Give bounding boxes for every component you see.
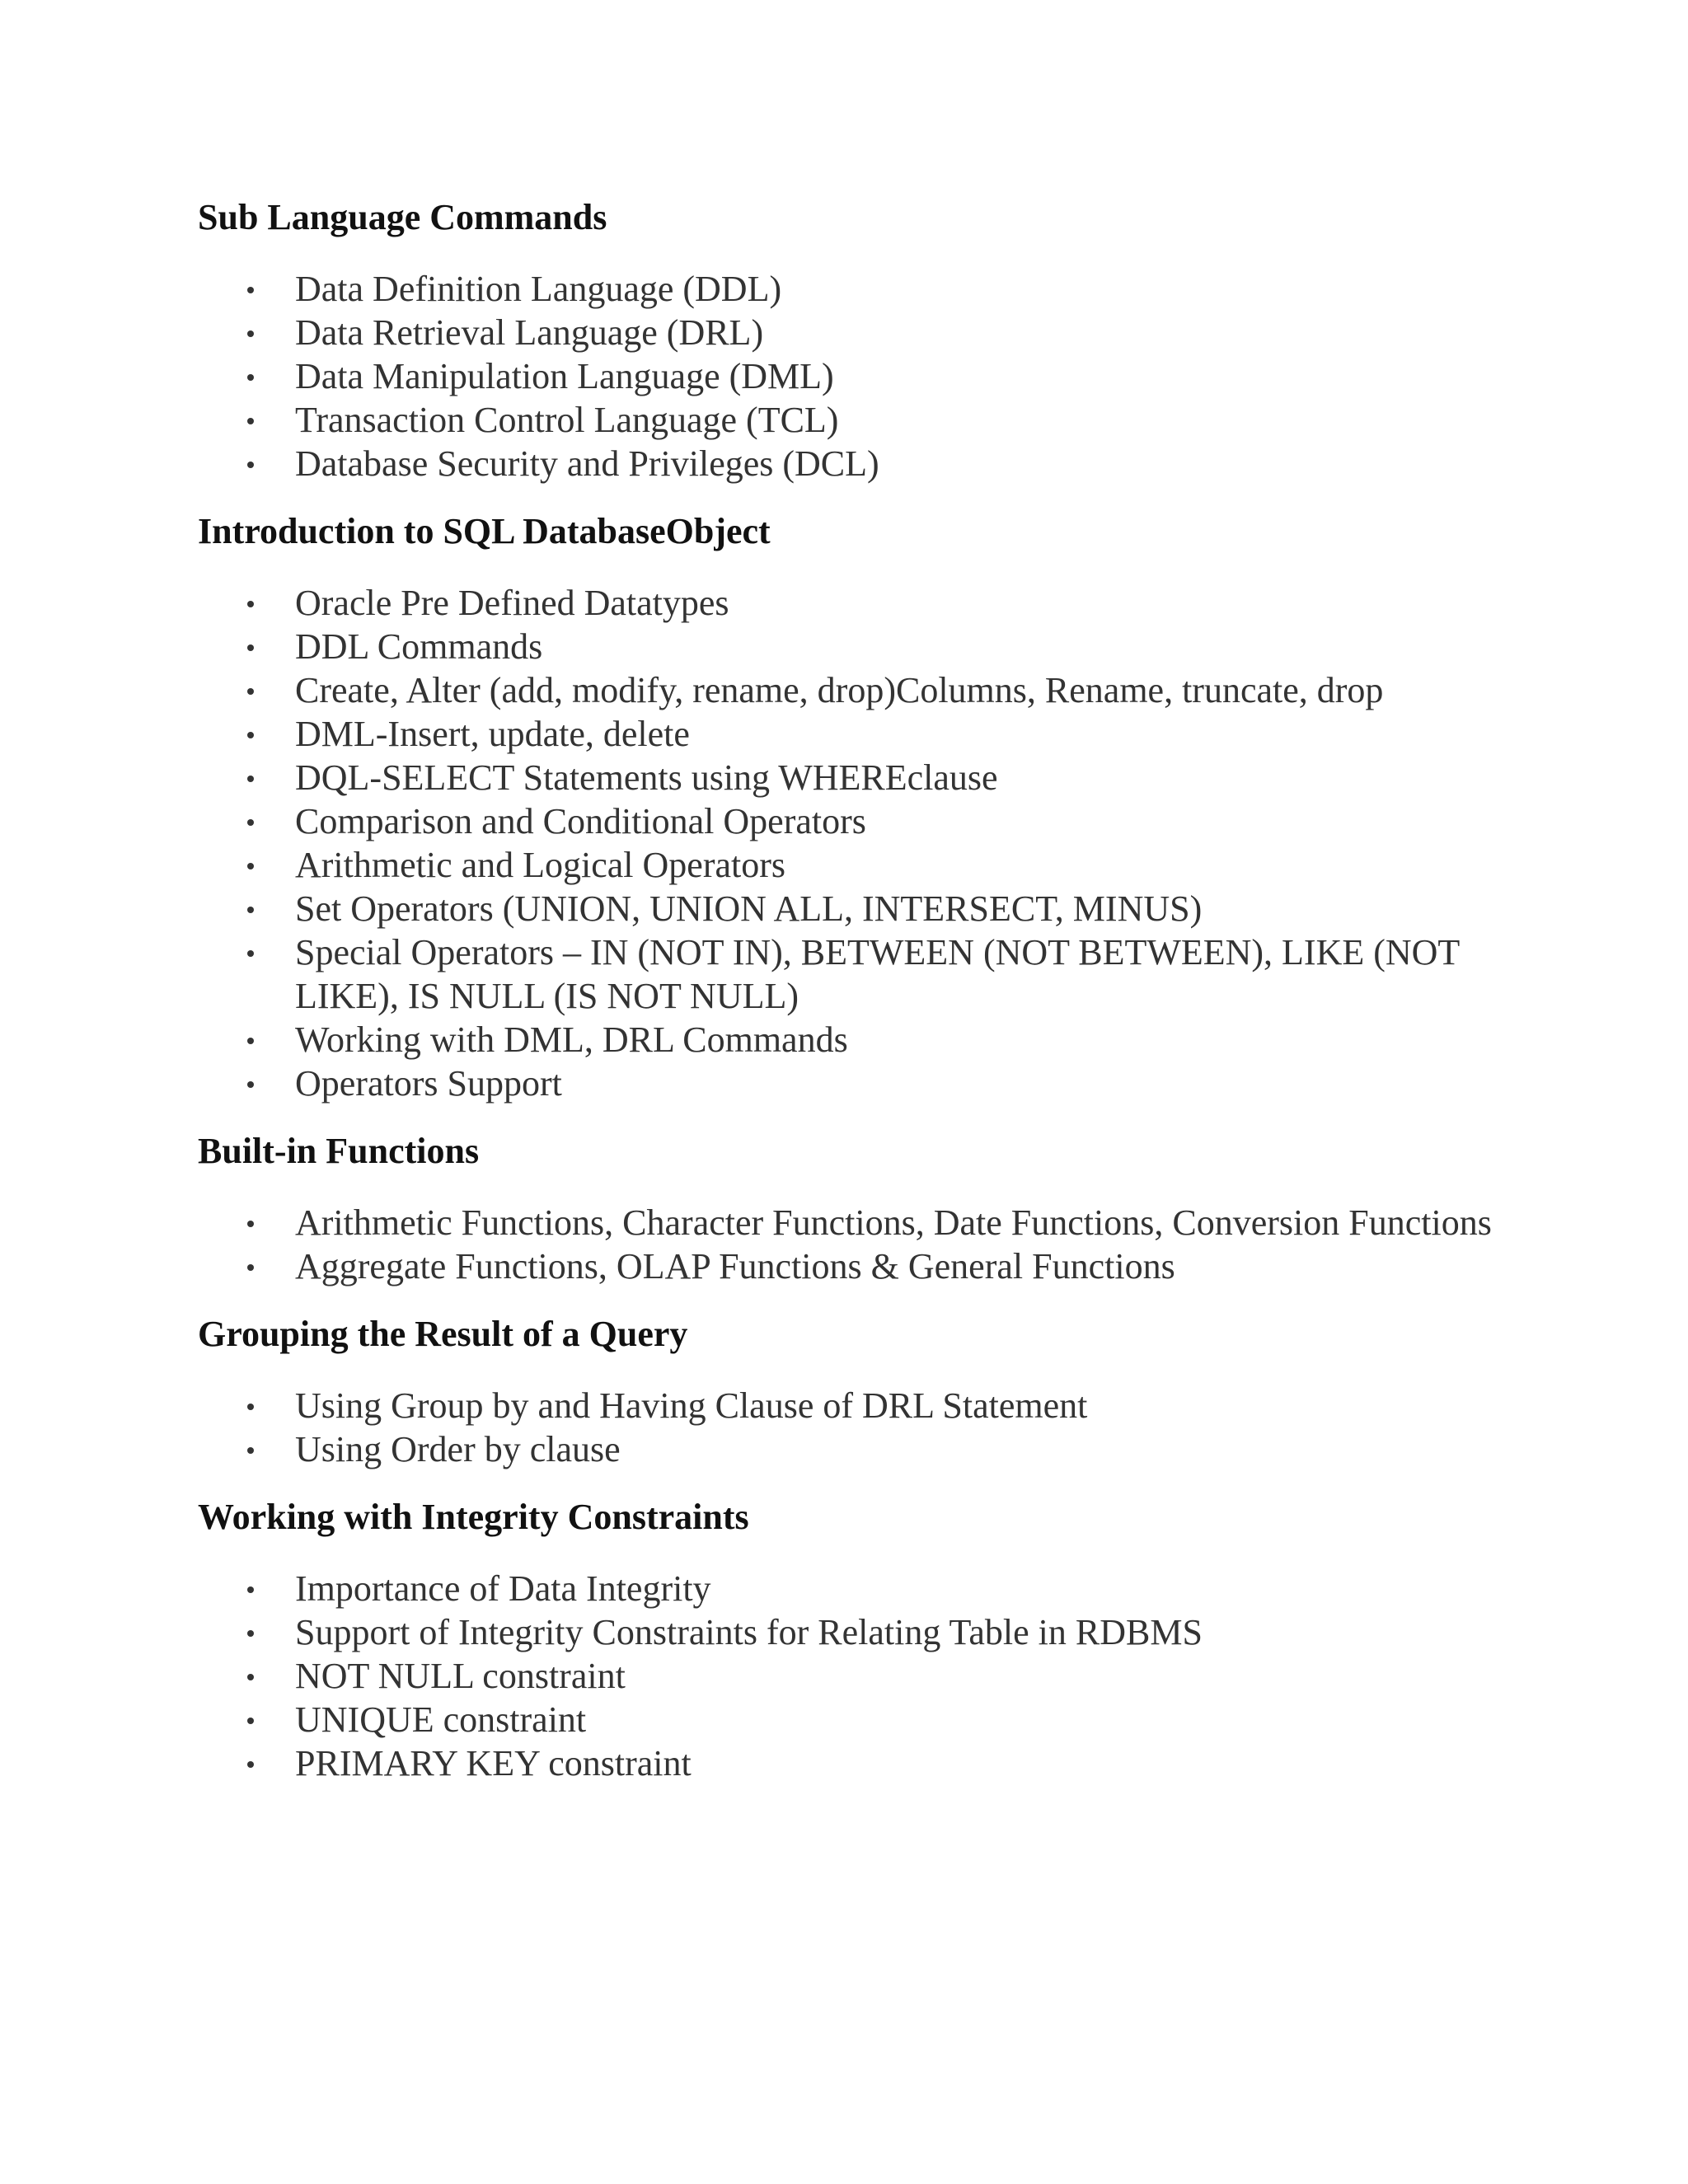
bullet-icon: [247, 776, 254, 782]
bullet-icon: [247, 462, 254, 468]
document-content: [198, 196, 1517, 1785]
list-item-text: Comparison and Conditional Operators: [295, 801, 866, 841]
bullet-icon: [247, 1264, 254, 1271]
bullet-icon: [247, 330, 254, 337]
list-item-text: Working with DML, DRL Commands: [295, 1019, 848, 1060]
list-item: [198, 1062, 1517, 1105]
list-item-text: Importance of Data Integrity: [295, 1568, 711, 1609]
bullet-icon: [247, 601, 254, 607]
list-item-text: Data Retrieval Language (DRL): [295, 312, 764, 353]
list-item-text: DQL-SELECT Statements using WHEREclause: [295, 757, 998, 798]
section-sub-language-commands: [198, 196, 1517, 485]
list-item-text: Data Definition Language (DDL): [295, 269, 782, 309]
section-introduction-to-sql: [198, 510, 1517, 1105]
bullet-icon: [247, 1630, 254, 1637]
list-item: [198, 843, 1517, 887]
section-built-in-functions: [198, 1130, 1517, 1288]
section-heading: Built-in Functions: [198, 1131, 480, 1171]
list-item-text: NOT NULL constraint: [295, 1656, 626, 1696]
section-heading: Working with Integrity Constraints: [198, 1497, 749, 1537]
list-item: [198, 267, 1517, 311]
section-heading: Grouping the Result of a Query: [198, 1314, 688, 1354]
list-item-text: Special Operators – IN (NOT IN), BETWEEN (NOT BETWEEN), LIKE (NOT LIKE), IS NULL (IS NOT NULL): [295, 932, 1460, 1016]
list-item: [198, 712, 1517, 756]
bullet-icon: [247, 374, 254, 381]
bullet-icon: [247, 1221, 254, 1227]
section-integrity-constraints: [198, 1496, 1517, 1785]
list-item: [198, 1741, 1517, 1785]
list-item-text: UNIQUE constraint: [295, 1699, 587, 1740]
bullet-icon: [247, 907, 254, 913]
list-item-text: Database Security and Privileges (DCL): [295, 443, 879, 484]
list-item: [198, 398, 1517, 442]
bullet-icon: [247, 1081, 254, 1088]
bullet-icon: [247, 863, 254, 869]
list-item-text: Using Order by clause: [295, 1429, 621, 1469]
bullet-icon: [247, 819, 254, 826]
bullet-icon: [247, 1586, 254, 1593]
list-item-text: Data Manipulation Language (DML): [295, 356, 834, 396]
list-item-text: Oracle Pre Defined Datatypes: [295, 583, 729, 623]
list-item: [198, 887, 1517, 930]
bullet-icon: [247, 1718, 254, 1724]
bullet-list: [198, 267, 1517, 485]
list-item-text: DML-Insert, update, delete: [295, 714, 690, 754]
list-item-text: Create, Alter (add, modify, rename, drop)Columns, Rename, truncate, drop: [295, 670, 1384, 710]
bullet-list: [198, 1384, 1517, 1471]
bullet-icon: [247, 644, 254, 651]
list-item-text: Support of Integrity Constraints for Relating Table in RDBMS: [295, 1612, 1203, 1652]
list-item: [198, 668, 1517, 712]
bullet-icon: [247, 1038, 254, 1044]
bullet-icon: [247, 688, 254, 695]
list-item: [198, 581, 1517, 625]
list-item: [198, 1610, 1517, 1654]
list-item: [198, 354, 1517, 398]
section-heading: Introduction to SQL DatabaseObject: [198, 511, 771, 551]
list-item: [198, 1427, 1517, 1471]
list-item: [198, 442, 1517, 485]
list-item-text: DDL Commands: [295, 626, 543, 667]
bullet-list: [198, 1567, 1517, 1785]
list-item: [198, 1654, 1517, 1698]
list-item: [198, 1384, 1517, 1427]
list-item-text: Transaction Control Language (TCL): [295, 400, 839, 440]
list-item-text: Operators Support: [295, 1063, 562, 1104]
section-heading: Sub Language Commands: [198, 197, 607, 237]
list-item: [198, 1698, 1517, 1741]
list-item: [198, 1567, 1517, 1610]
bullet-icon: [247, 950, 254, 957]
section-grouping-results: [198, 1313, 1517, 1471]
bullet-icon: [247, 418, 254, 424]
list-item: [198, 1018, 1517, 1062]
bullet-icon: [247, 1674, 254, 1680]
list-item: [198, 930, 1517, 1018]
list-item-text: Set Operators (UNION, UNION ALL, INTERSECT, MINUS): [295, 888, 1203, 929]
bullet-list: [198, 1201, 1517, 1288]
bullet-icon: [247, 287, 254, 293]
bullet-icon: [247, 1761, 254, 1768]
list-item: [198, 756, 1517, 799]
list-item-text: Using Group by and Having Clause of DRL Statement: [295, 1385, 1088, 1426]
list-item-text: Arithmetic and Logical Operators: [295, 845, 786, 885]
list-item: [198, 1201, 1517, 1244]
list-item: [198, 625, 1517, 668]
list-item: [198, 799, 1517, 843]
list-item: [198, 311, 1517, 354]
bullet-icon: [247, 732, 254, 738]
list-item-text: PRIMARY KEY constraint: [295, 1743, 692, 1783]
bullet-list: [198, 581, 1517, 1105]
bullet-icon: [247, 1447, 254, 1454]
list-item-text: Aggregate Functions, OLAP Functions & General Functions: [295, 1246, 1175, 1286]
list-item: [198, 1244, 1517, 1288]
list-item-text: Arithmetic Functions, Character Functions, Date Functions, Conversion Functions: [295, 1202, 1492, 1243]
bullet-icon: [247, 1404, 254, 1410]
